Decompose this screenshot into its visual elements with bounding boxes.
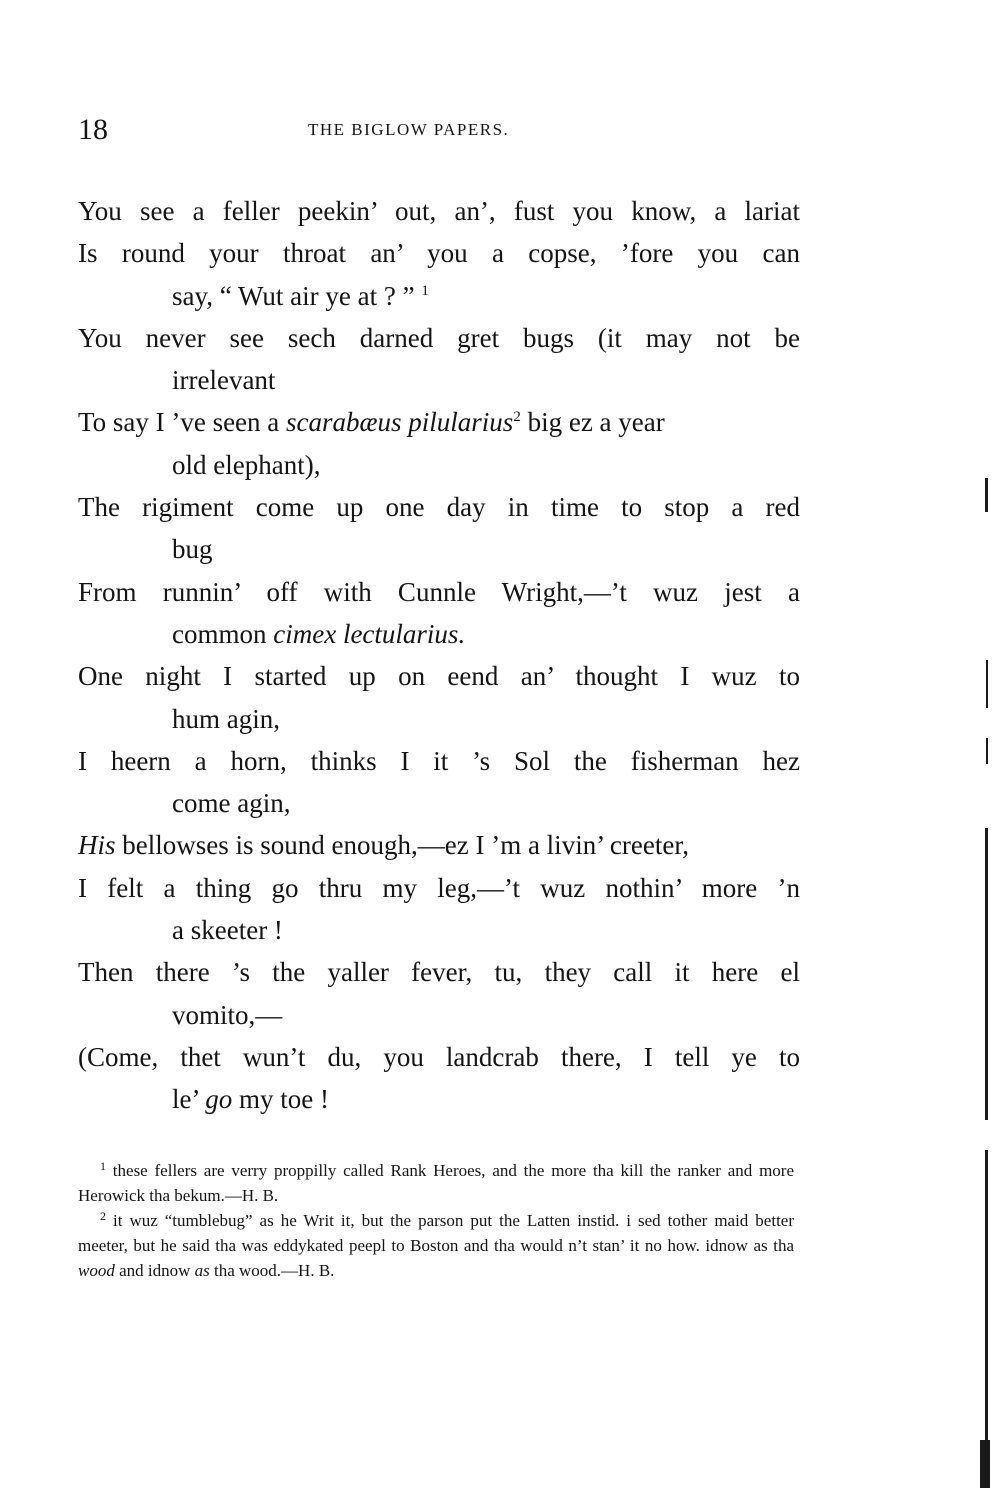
verse-line [78, 655, 800, 740]
verse-line-continuation: a skeeter ! [172, 915, 283, 946]
latin-term: cimex lectularius. [273, 618, 466, 649]
verse-line-text: From runnin’ off with Cunnle Wright,—’t wuz jest a [78, 576, 800, 607]
verse-line-continuation: hum agin, [172, 703, 280, 734]
verse-line-continuation: bug [172, 534, 213, 565]
verse-text: To say I ’ve seen a [78, 407, 287, 438]
footnote-text: tha wood.—H. B. [209, 1261, 335, 1280]
verse-line-text: Then there ’s the yaller fever, tu, they call it here el [78, 957, 800, 988]
footnote-ref: 1 [421, 282, 429, 299]
footnote-emphasis: as [194, 1261, 210, 1280]
verse-line [78, 867, 800, 952]
footnote [78, 1208, 794, 1283]
footnote-emphasis: wood [78, 1261, 115, 1280]
verse-line-continuation: come agin, [172, 788, 291, 819]
footnote-text: it wuz “tumblebug” as he Writ it, but the parson put the Latten instid. i sed tother maid better meeter, but he said tha was eddykated peepl to Boston and tha would n’t stan’ it no how. idnow as tha [78, 1211, 794, 1255]
verse-text: common [172, 618, 274, 649]
verse-line-text: One night I started up on eend an’ thought I wuz to [78, 661, 800, 692]
footnotes [78, 1158, 794, 1283]
verse-line [78, 1036, 800, 1121]
verse-line [78, 317, 800, 402]
emphasis: His [78, 830, 116, 861]
verse-line [78, 740, 800, 825]
scan-edge-mark [986, 660, 988, 708]
footnote-text: and idnow [114, 1261, 195, 1280]
scan-edge-mark [985, 1150, 988, 1440]
verse-line-continuation: vomito,— [172, 999, 283, 1030]
verse-line [78, 486, 800, 571]
poem [78, 190, 800, 1121]
page-number: 18 [78, 113, 108, 146]
footnote [78, 1158, 794, 1208]
scan-edge-mark [980, 1440, 990, 1488]
footnote-mark: 1 [100, 1159, 106, 1173]
verse-line-text [78, 401, 800, 443]
verse-line-text: (Come, thet wun’t du, you landcrab there, I tell ye to [78, 1041, 800, 1072]
running-head [78, 110, 798, 150]
running-title: THE BIGLOW PAPERS. [308, 120, 510, 139]
verse-line [78, 951, 800, 1036]
verse-line-continuation [78, 1078, 800, 1120]
verse-line-text: Is round your throat an’ you a copse, ’fore you can [78, 238, 800, 269]
verse-line-text: You see a feller peekin’ out, an’, fust you know, a lariat [78, 196, 800, 226]
verse-text: bellowses is sound enough,—ez I ’m a livin’ creeter, [115, 830, 690, 861]
verse-line-continuation [78, 275, 800, 317]
scan-edge-mark [985, 828, 988, 1120]
footnote-ref: 2 [513, 409, 521, 426]
scan-edge-mark [985, 478, 988, 512]
verse-line-text: The rigiment come up one day in time to stop a red [78, 492, 800, 523]
latin-term: scarabæus pilularius [286, 407, 514, 438]
verse-text: my toe ! [232, 1084, 329, 1115]
verse-line-text: You never see sech darned gret bugs (it may not be [78, 322, 800, 353]
verse-line [78, 232, 800, 317]
verse-line [78, 824, 800, 866]
verse-line [78, 571, 800, 656]
verse-text: big ez a year [520, 407, 665, 438]
verse-line [78, 190, 800, 232]
verse-line-continuation [78, 613, 800, 655]
verse-text: le’ [172, 1084, 206, 1115]
verse-line-text [78, 824, 800, 866]
emphasis: go [205, 1084, 233, 1115]
verse-line-continuation: old elephant), [172, 449, 321, 480]
verse-text: say, “ Wut air ye at ? ” [172, 280, 415, 311]
verse-line-text: I heern a horn, thinks I it ’s Sol the fisherman hez [78, 745, 800, 776]
verse-line-continuation: irrelevant [172, 365, 276, 396]
verse-line-text: I felt a thing go thru my leg,—’t wuz nothin’ more ’n [78, 872, 800, 903]
footnote-text: these fellers are verry proppilly called Rank Heroes, and the more tha kill the ranker and more Herowick tha bekum.—H. B. [78, 1161, 794, 1205]
scan-edge-mark [986, 738, 988, 764]
footnote-mark: 2 [100, 1209, 106, 1223]
verse-line [78, 401, 800, 486]
